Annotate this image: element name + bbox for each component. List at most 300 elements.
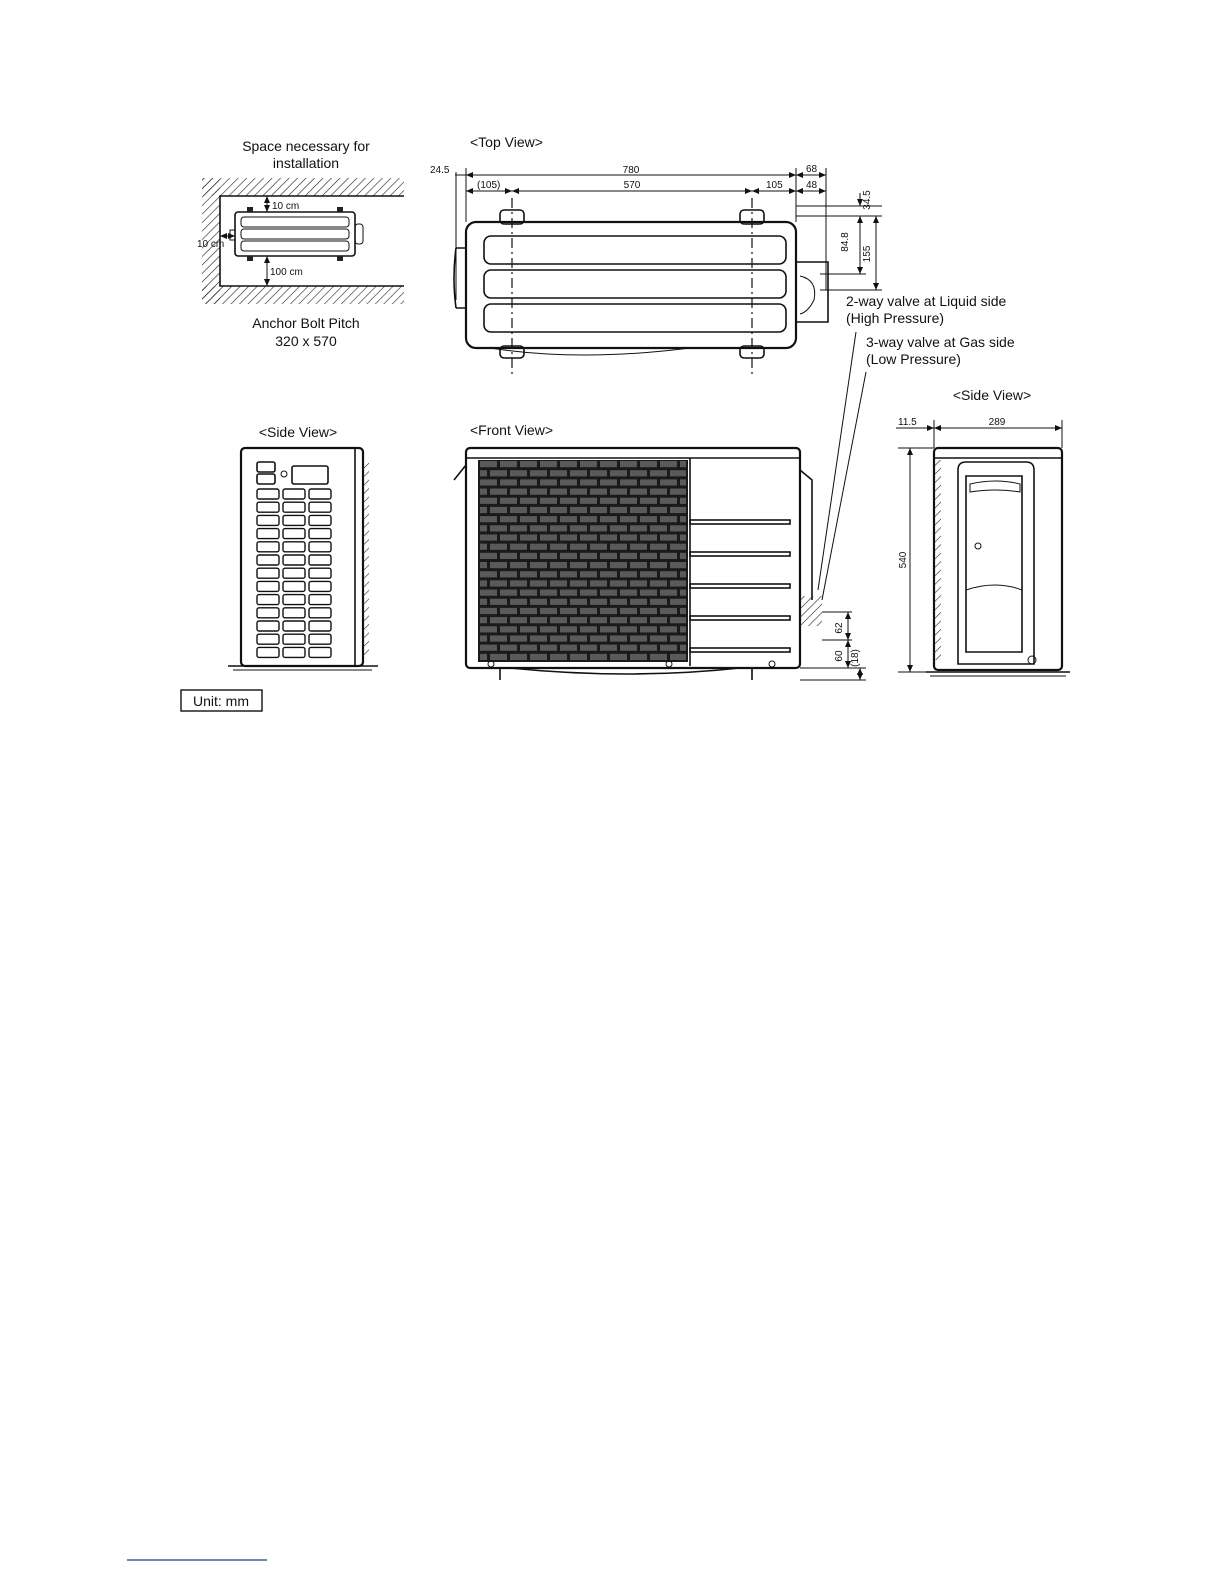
- front-grille-cell: [680, 571, 686, 577]
- front-grille-cell: [600, 516, 617, 522]
- front-grille-cell: [640, 461, 657, 467]
- front-grille-cell: [520, 461, 537, 467]
- front-grille-cell: [560, 571, 577, 577]
- top-view-title: <Top View>: [470, 134, 543, 150]
- front-grille-cell: [600, 461, 617, 467]
- front-grille-cell: [650, 617, 667, 623]
- dim-105-left: (105): [477, 180, 501, 191]
- front-grille-cell: [680, 626, 686, 632]
- front-grille-cell: [490, 525, 507, 531]
- front-grille-cell: [500, 479, 517, 485]
- dim-60: 60: [834, 650, 845, 662]
- front-grille-cell: [610, 489, 627, 495]
- side-grille-slot: [257, 529, 279, 539]
- front-grille-cell: [480, 562, 487, 568]
- front-grille-cell: [510, 507, 527, 513]
- front-grille-cell: [480, 553, 497, 559]
- front-grille-cell: [550, 489, 567, 495]
- front-grille-cell: [510, 562, 527, 568]
- front-grille-cell: [490, 635, 507, 641]
- front-grille-cell: [670, 654, 686, 660]
- front-grille-cell: [550, 544, 567, 550]
- side-grille-slot: [283, 634, 305, 644]
- front-grille-cell: [480, 580, 487, 586]
- front-grille-cell: [550, 562, 567, 568]
- front-grille-cell: [520, 516, 537, 522]
- side-grille-slot: [283, 647, 305, 657]
- front-grille-cell: [630, 580, 647, 586]
- front-grille-cell: [490, 507, 507, 513]
- front-grille-cell: [660, 553, 677, 559]
- side-grille-slot: [283, 608, 305, 618]
- front-grille-cell: [550, 507, 567, 513]
- front-grille-cell: [650, 599, 667, 605]
- front-grille-cell: [500, 626, 517, 632]
- dim-540: 540: [898, 551, 909, 569]
- front-grille-cell: [540, 534, 557, 540]
- front-grille-cell: [650, 654, 667, 660]
- side-grille-slot: [257, 502, 279, 512]
- front-grille-cell: [500, 608, 517, 614]
- front-grille-cell: [560, 516, 577, 522]
- side-grille-slot: [309, 621, 331, 631]
- front-grille-cell: [480, 608, 497, 614]
- front-grille-cell: [480, 635, 487, 641]
- front-grille-cell: [550, 635, 567, 641]
- front-grille-cell: [480, 525, 487, 531]
- wall-hatching-bottom: [202, 286, 404, 304]
- front-grille-cell: [500, 590, 517, 596]
- front-grille-cell: [530, 635, 547, 641]
- front-grille-cell: [660, 534, 677, 540]
- front-grille-cell: [510, 544, 527, 550]
- front-grille-cell: [560, 461, 577, 467]
- side-grille-slot: [283, 529, 305, 539]
- front-grille-cell: [550, 580, 567, 586]
- side-grille-slot: [309, 581, 331, 591]
- front-grille-cell: [670, 580, 686, 586]
- dim-48: 48: [806, 180, 818, 191]
- front-grille-cell: [560, 590, 577, 596]
- front-grille-cell: [630, 562, 647, 568]
- front-grille-cell: [530, 470, 547, 476]
- front-grille-cell: [580, 479, 597, 485]
- front-grille-cell: [560, 645, 577, 651]
- front-grille-cell: [680, 645, 686, 651]
- side-grille-slot: [283, 489, 305, 499]
- front-grille-cell: [520, 534, 537, 540]
- front-grille-cell: [630, 599, 647, 605]
- front-grille-cell: [630, 470, 647, 476]
- front-grille-cell: [660, 645, 677, 651]
- front-grille-cell: [480, 590, 497, 596]
- front-grille-cell: [590, 654, 607, 660]
- front-grille-cell: [670, 507, 686, 513]
- front-grille-cell: [650, 562, 667, 568]
- front-grille-cell: [580, 645, 597, 651]
- front-grille-cell: [640, 590, 657, 596]
- front-grille-cell: [490, 654, 507, 660]
- front-grille-cell: [650, 580, 667, 586]
- front-grille-cell: [620, 608, 637, 614]
- front-grille-cell: [630, 489, 647, 495]
- front-grille-cell: [600, 645, 617, 651]
- front-grille-cell: [630, 635, 647, 641]
- front-grille-cell: [550, 470, 567, 476]
- side-grille-slot: [257, 568, 279, 578]
- unit-label-box: [181, 690, 262, 711]
- side-grille-slot: [309, 595, 331, 605]
- front-grille-cell: [590, 562, 607, 568]
- side-grille-slot: [257, 489, 279, 499]
- side-grille-slot: [257, 647, 279, 657]
- front-grille-cell: [610, 562, 627, 568]
- front-grille-cell: [670, 470, 686, 476]
- front-grille-cell: [640, 534, 657, 540]
- valve-liquid-line2: (High Pressure): [846, 310, 945, 326]
- dim-84-8: 84.8: [840, 232, 851, 252]
- front-grille-cell: [500, 461, 517, 467]
- dim-62: 62: [834, 622, 845, 634]
- valve-gas-line2: (Low Pressure): [866, 351, 961, 367]
- clearance-top-label: 10 cm: [272, 201, 300, 212]
- front-grille-cell: [610, 470, 627, 476]
- front-grille-cell: [620, 516, 637, 522]
- front-grille-cell: [620, 645, 637, 651]
- front-grille-cell: [500, 516, 517, 522]
- side-grille-slot: [257, 634, 279, 644]
- front-grille-cell: [520, 590, 537, 596]
- front-grille-cell: [540, 516, 557, 522]
- front-grille-cell: [490, 617, 507, 623]
- clearance-front-label: 100 cm: [270, 267, 303, 278]
- front-grille-cell: [600, 534, 617, 540]
- front-grille-cell: [480, 489, 487, 495]
- front-grille-cell: [530, 599, 547, 605]
- front-grille-cell: [550, 654, 567, 660]
- right-side-view-title: <Side View>: [952, 387, 1032, 403]
- front-grille-cell: [500, 534, 517, 540]
- installation-title-line2: installation: [272, 155, 340, 171]
- dim-105-right: 105: [766, 180, 783, 191]
- front-grille-cell: [680, 590, 686, 596]
- front-grille-cell: [670, 489, 686, 495]
- front-grille-cell: [560, 534, 577, 540]
- front-grille-cell: [610, 654, 627, 660]
- front-grille-cell: [540, 590, 557, 596]
- front-grille-cell: [610, 507, 627, 513]
- front-grille-cell: [630, 544, 647, 550]
- installation-space-diagram: [197, 138, 404, 349]
- front-grille-cell: [610, 525, 627, 531]
- side-grille-slot: [283, 621, 305, 631]
- front-grille-cell: [570, 562, 587, 568]
- front-grille-cell: [590, 635, 607, 641]
- front-grille-cell: [520, 553, 537, 559]
- front-grille-cell: [560, 479, 577, 485]
- dim-11-5: 11.5: [898, 417, 917, 428]
- front-grille-cell: [590, 470, 607, 476]
- front-grille-cell: [530, 507, 547, 513]
- front-grille-cell: [510, 654, 527, 660]
- front-grille-cell: [580, 498, 597, 504]
- front-grille-cell: [540, 461, 557, 467]
- front-grille-cell: [620, 461, 637, 467]
- dim-34-5: 34.5: [862, 190, 873, 210]
- front-grille-cell: [640, 608, 657, 614]
- front-grille-cell: [560, 608, 577, 614]
- front-grille-cell: [520, 498, 537, 504]
- clearance-left-label: 10 cm: [197, 239, 225, 250]
- front-grille-cell: [650, 507, 667, 513]
- front-grille-cell: [640, 479, 657, 485]
- front-grille-cell: [670, 544, 686, 550]
- front-grille-cell: [650, 635, 667, 641]
- front-grille-cell: [600, 626, 617, 632]
- front-grille-cell: [480, 626, 497, 632]
- front-view: [454, 422, 866, 680]
- side-grille-slot: [257, 581, 279, 591]
- front-grille-cell: [530, 562, 547, 568]
- front-grille-cell: [660, 479, 677, 485]
- front-grille-cell: [520, 626, 537, 632]
- front-grille-cell: [610, 635, 627, 641]
- front-grille-cell: [600, 571, 617, 577]
- dim-780: 780: [622, 165, 640, 176]
- front-grille-cell: [680, 461, 686, 467]
- dim-68: 68: [806, 164, 818, 175]
- installation-title-line1: Space necessary for: [242, 138, 370, 154]
- front-grille-cell: [630, 617, 647, 623]
- front-grille-cell: [540, 626, 557, 632]
- front-grille-cell: [620, 626, 637, 632]
- front-grille-cell: [620, 534, 637, 540]
- front-grille-cell: [660, 608, 677, 614]
- front-grille-cell: [570, 544, 587, 550]
- front-panel-slats: [690, 520, 790, 652]
- front-grille-cell: [590, 525, 607, 531]
- front-grille-cell: [570, 507, 587, 513]
- front-grille-cell: [570, 525, 587, 531]
- front-grille-cell: [480, 461, 497, 467]
- front-grille-cell: [600, 608, 617, 614]
- dim-155: 155: [862, 245, 873, 263]
- front-grille-cell: [520, 608, 537, 614]
- front-grille-cell: [570, 617, 587, 623]
- installation-unit-plan: [230, 207, 363, 261]
- anchor-bolt-value: 320 x 570: [275, 333, 337, 349]
- front-grille-cell: [510, 599, 527, 605]
- front-grille-cell: [590, 507, 607, 513]
- dim-18: (18): [850, 649, 861, 667]
- front-grille-cell: [640, 498, 657, 504]
- front-grille-cell: [660, 498, 677, 504]
- front-grille-cell: [550, 525, 567, 531]
- front-grille-cell: [500, 571, 517, 577]
- front-grille-cell: [560, 626, 577, 632]
- front-grille-cell: [520, 479, 537, 485]
- side-grille-slot: [283, 581, 305, 591]
- front-grille-cell: [600, 479, 617, 485]
- front-grille-cell: [480, 654, 487, 660]
- front-grille-cell: [480, 516, 497, 522]
- front-grille-cell: [530, 544, 547, 550]
- front-grille-cell: [580, 534, 597, 540]
- front-grille-cell: [680, 516, 686, 522]
- front-grille-cell: [660, 626, 677, 632]
- front-grille-cell: [660, 461, 677, 467]
- side-grille-slot: [283, 568, 305, 578]
- front-grille-cell: [540, 608, 557, 614]
- front-grille-cell: [510, 489, 527, 495]
- front-grille-cell: [540, 479, 557, 485]
- front-grille-cell: [680, 479, 686, 485]
- front-view-title: <Front View>: [470, 422, 554, 438]
- front-grille-cell: [480, 645, 497, 651]
- front-grille-cell: [610, 580, 627, 586]
- left-side-view-title: <Side View>: [258, 424, 338, 440]
- front-grille-cell: [540, 553, 557, 559]
- front-grille-cell: [590, 599, 607, 605]
- front-grille-cell: [590, 580, 607, 586]
- front-grille-cell: [510, 470, 527, 476]
- front-grille-cell: [490, 470, 507, 476]
- front-grille-cell: [480, 617, 487, 623]
- front-grille-cell: [580, 626, 597, 632]
- front-grille-cell: [480, 507, 487, 513]
- front-grille-cell: [640, 645, 657, 651]
- front-grille-cell: [510, 525, 527, 531]
- front-grille-cell: [650, 525, 667, 531]
- front-grille-cell: [570, 599, 587, 605]
- side-grille-slot: [309, 568, 331, 578]
- front-grille-cell: [610, 544, 627, 550]
- front-grille-cell: [580, 516, 597, 522]
- front-grille-cell: [570, 470, 587, 476]
- front-grille-cell: [570, 654, 587, 660]
- front-grille-cell: [620, 498, 637, 504]
- front-grille-cell: [620, 479, 637, 485]
- front-grille-cell: [480, 599, 487, 605]
- anchor-bolt-title: Anchor Bolt Pitch: [252, 315, 360, 331]
- side-grille-slot: [309, 489, 331, 499]
- front-grille-cell: [670, 599, 686, 605]
- side-grille-slot: [257, 555, 279, 565]
- front-grille-cell: [530, 489, 547, 495]
- side-grille-slot: [257, 608, 279, 618]
- side-grille-slot: [283, 502, 305, 512]
- front-grille-cell: [620, 553, 637, 559]
- front-grille-cell: [490, 562, 507, 568]
- right-side-view: [896, 387, 1070, 676]
- side-grille-slot: [309, 634, 331, 644]
- front-grille-cell: [620, 590, 637, 596]
- front-grille-cell: [520, 645, 537, 651]
- side-grille-slot: [309, 542, 331, 552]
- side-grille-slot: [309, 608, 331, 618]
- front-grille-cell: [560, 553, 577, 559]
- front-grille-cell: [570, 580, 587, 586]
- front-grille-cell: [670, 525, 686, 531]
- front-grille-cell: [670, 562, 686, 568]
- front-grille-cell: [660, 516, 677, 522]
- front-grille-cell: [640, 516, 657, 522]
- front-grille-cell: [510, 617, 527, 623]
- dim-24-5: 24.5: [430, 165, 450, 176]
- front-grille-cell: [670, 617, 686, 623]
- front-grille-cell: [590, 617, 607, 623]
- wall-hatching-top: [202, 178, 404, 196]
- side-grille-slot: [283, 515, 305, 525]
- front-grille-cell: [660, 590, 677, 596]
- front-grille-cell: [650, 470, 667, 476]
- left-side-grille: [257, 489, 331, 657]
- front-grille-cell: [580, 608, 597, 614]
- front-grille-cell: [480, 470, 487, 476]
- left-side-view: [228, 424, 378, 670]
- front-grille-cell: [610, 617, 627, 623]
- front-grille-cell: [550, 599, 567, 605]
- front-grille-cell: [580, 461, 597, 467]
- front-grille-cell: [510, 635, 527, 641]
- side-grille-slot: [283, 542, 305, 552]
- side-grille-slot: [257, 515, 279, 525]
- dim-570: 570: [623, 180, 641, 191]
- side-grille-slot: [283, 555, 305, 565]
- side-grille-slot: [309, 555, 331, 565]
- front-grille-cell: [590, 544, 607, 550]
- front-grille-cell: [560, 498, 577, 504]
- front-grille-cell: [480, 498, 497, 504]
- front-grille-cell: [570, 635, 587, 641]
- front-grille-cell: [610, 599, 627, 605]
- front-grille-cell: [500, 553, 517, 559]
- front-grille-cell: [480, 544, 487, 550]
- front-grille-cell: [500, 498, 517, 504]
- front-grille-cell: [640, 626, 657, 632]
- front-grille-cell: [530, 617, 547, 623]
- front-grille-cell: [480, 479, 497, 485]
- front-grille-cell: [540, 645, 557, 651]
- valve-liquid-line1: 2-way valve at Liquid side: [846, 293, 1007, 309]
- front-grille-cell: [500, 645, 517, 651]
- front-grille-cell: [680, 498, 686, 504]
- valve-gas-line1: 3-way valve at Gas side: [866, 334, 1015, 350]
- front-grille-cell: [600, 590, 617, 596]
- front-grille-cell: [580, 590, 597, 596]
- front-grille-cell: [490, 489, 507, 495]
- front-grille-cell: [630, 654, 647, 660]
- front-grille-cell: [660, 571, 677, 577]
- front-grille-cell: [490, 544, 507, 550]
- front-grille-cell: [530, 525, 547, 531]
- dim-289: 289: [988, 417, 1006, 428]
- side-grille-slot: [309, 515, 331, 525]
- front-grille-cell: [510, 580, 527, 586]
- front-grille-cell: [490, 599, 507, 605]
- top-view-feet: [500, 210, 764, 358]
- front-grille-cell: [600, 498, 617, 504]
- side-grille-slot: [257, 595, 279, 605]
- front-grille-cell: [480, 534, 497, 540]
- front-grille-cell: [680, 534, 686, 540]
- side-grille-slot: [257, 621, 279, 631]
- front-grille-cell: [630, 525, 647, 531]
- front-grille-cell: [680, 553, 686, 559]
- front-grille-cell: [580, 553, 597, 559]
- side-grille-slot: [283, 595, 305, 605]
- front-grille-cell: [580, 571, 597, 577]
